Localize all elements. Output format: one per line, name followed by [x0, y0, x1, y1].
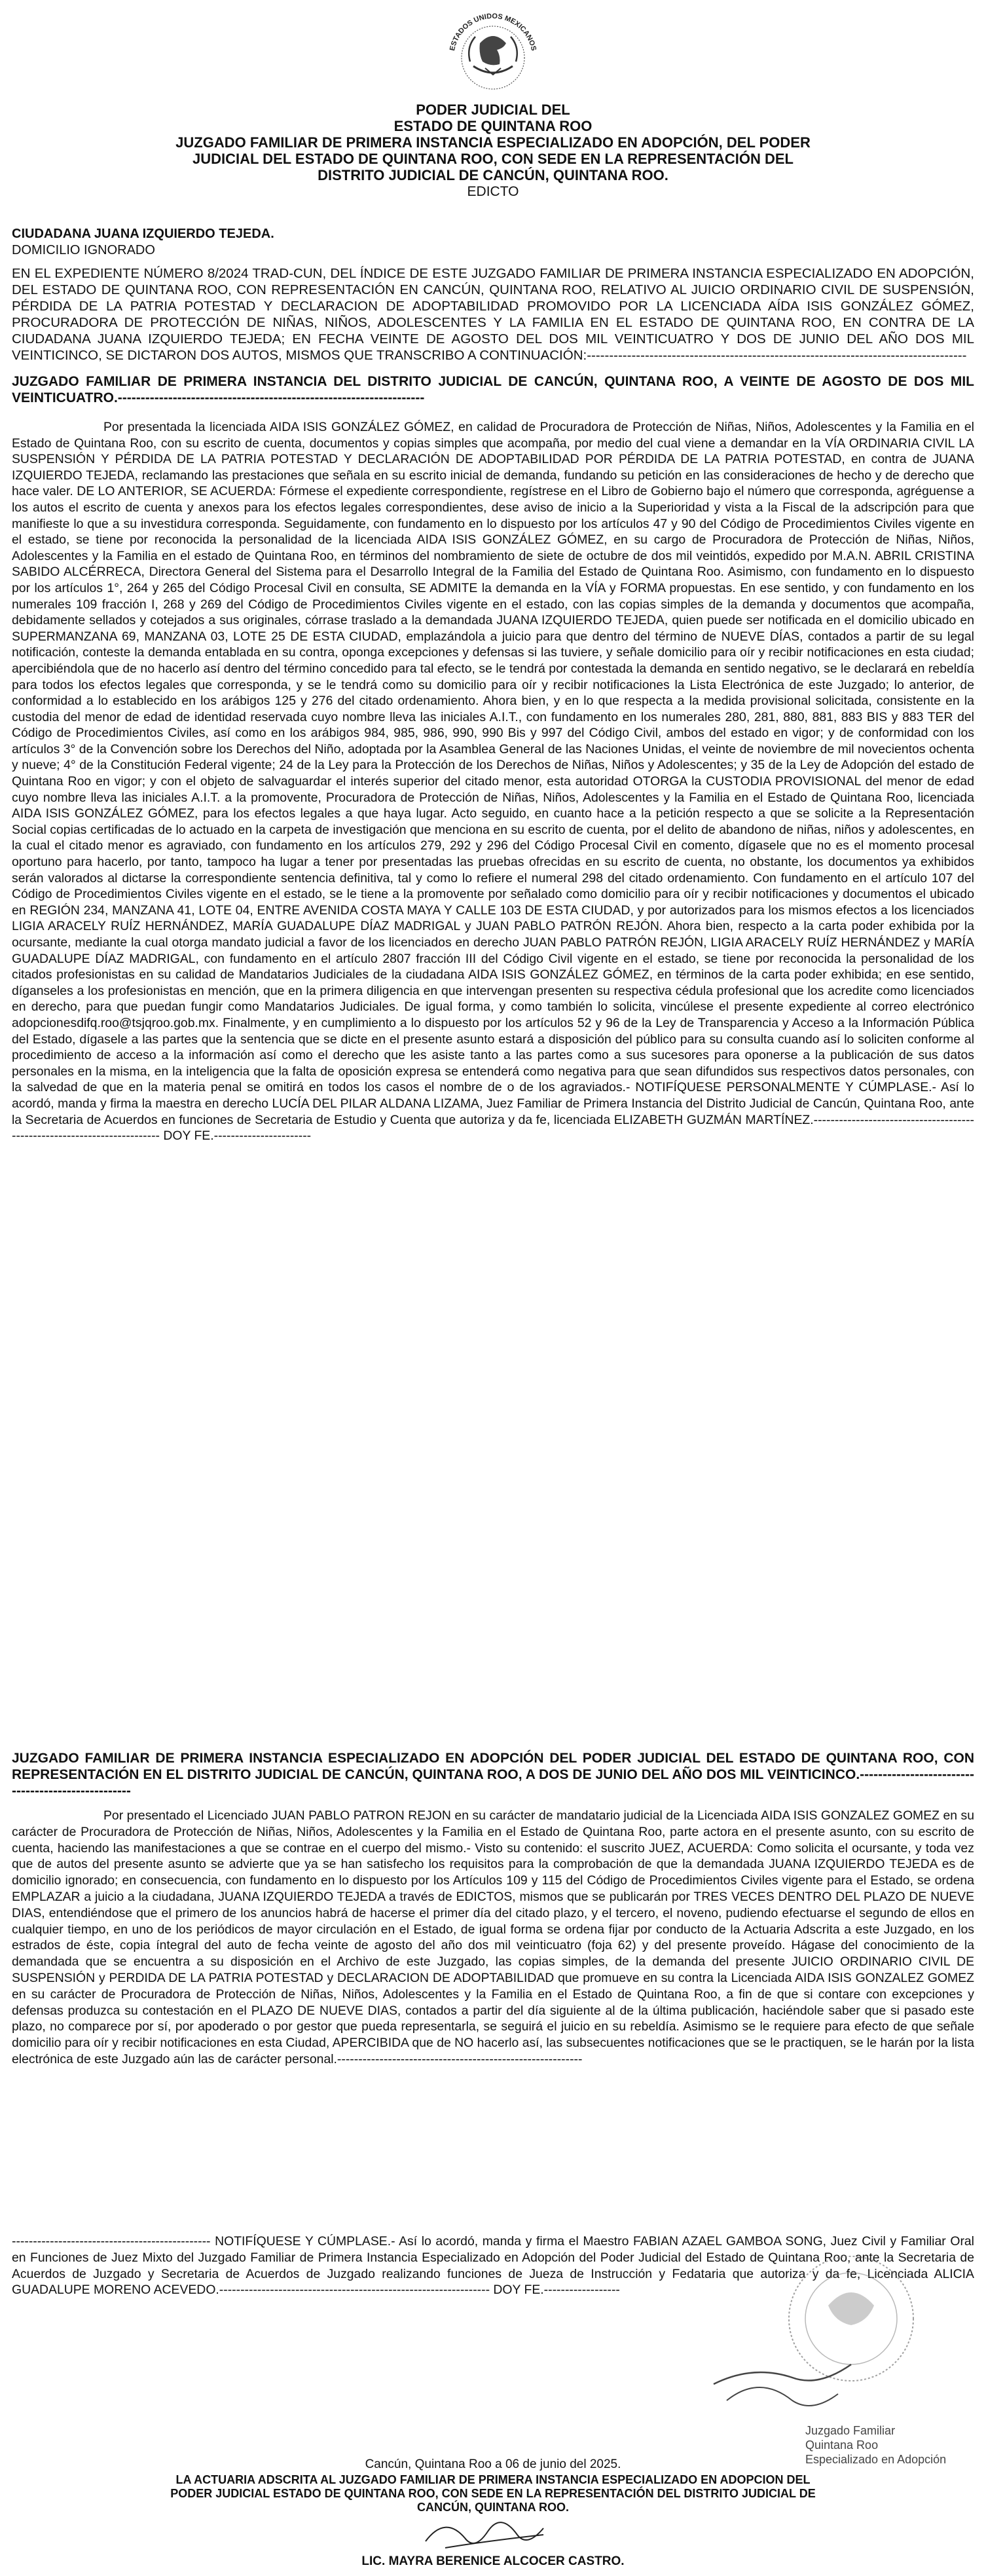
stamp-line-1: Juzgado Familiar [805, 2424, 896, 2437]
stamp-line-2: Quintana Roo [805, 2438, 879, 2452]
place-date: Cancún, Quintana Roo a 06 de junio del 2025. [365, 2457, 621, 2471]
auto2-body: Por presentado el Licenciado JUAN PABLO PATRON REJON en su carácter de mandatario judicial de la Licenciada AIDA ISIS GONZALEZ GOMEZ en su carácter de Procuradora de Protección de Niñas, Niños, Adolescentes y la Familia en el Estado de Quintana Roo, parte actora en el presente asunto, con su escrito de cuenta, haciendo las manifestaciones a que se contrae en el cuerpo del mismo.- Visto su contenido: el suscrito JUEZ, ACUERDA: Como solicita el ocursante, y toda vez que de autos del presente asunto se advierte que ya se han satisfecho los requisitos para la comprobación de que la demandada JUANA IZQUIERDO TEJEDA es de domicilio ignorado; en consecuencia, con fundamento en lo dispuesto por los Artículos 109 y 115 del Código de Procedimientos Civiles vigente para el Estado, se ordena EMPLAZAR a juicio a la ciudadana, JUANA IZQUIERDO TEJEDA a través de EDICTOS, mismos que se publicarán por TRES VECES DENTRO DEL PLAZO DE NUEVE DIAS, entendiéndose que el primero de los anuncios habrá de hacerse el primer día del citado plazo, y el tercero, el noveno, pudiendo efectuarse el segundo de ellos en cualquier tiempo, en uno de los periódicos de mayor circulación en el Estado, de igual forma se ordena fijar por conducto de la Actuaria Adscrita a este Juzgado, en los estrados de éste, copia íntegral del auto de fecha veinte de agosto del año dos mil veinticuatro (foja 62) y del presente proveído. Hágase del conocimiento de la demandada que se encuentra a su disposición en el Archivo de este Juzgado, las copias simples, de la demanda del presente JUICIO ORDINARIO CIVIL DE SUSPENSIÓN y PERDIDA DE LA PATRIA POTESTAD y DECLARACION DE ADOPTABILIDAD que promueve en su contra la Licenciada AIDA ISIS GONZALEZ GOMEZ en su carácter de Procuradora de Protección de Niñas, Niños, Adolescentes y la Familia en el Estado de Quintana Roo, a fin de que si contare con excepciones y defensas produzca su contestación en el PLAZO DE NUEVE DIAS, contados a partir del día siguiente al de la última publicación, haciéndole saber que si pasado este plazo, no comparece por sí, por apoderado o por gestor que pueda representarla, se seguirá el juicio en su rebeldía. Asimismo se le requiere para efecto de que señale domicilio para oír y recibir notificaciones en esta Ciudad, APERCIBIDA que de NO hacerlo así, las subsecuentes notificaciones que se le practiquen, se le harán por la lista electrónica de este Juzgado aún las de carácter personal.---------------------------------------------------------- [12, 1808, 974, 2066]
intro-paragraph: EN EL EXPEDIENTE NÚMERO 8/2024 TRAD-CUN, DEL ÍNDICE DE ESTE JUZGADO FAMILIAR DE PRIMERA INSTANCIA ESPECIALIZADO EN ADOPCIÓN, DEL ESTADO DE QUINTANA ROO, CON REPRESENTACIÓN EN CANCÚN, QUINTANA ROO, RELATIVO AL JUICIO ORDINARIO CIVIL DE SUSPENSIÓN, PÉRDIDA DE LA PATRIA POTESTAD Y DECLARACION DE ADOPTABILIDAD PROMOVIDO POR LA LICENCIADA AÍDA ISIS GONZÁLEZ GÓMEZ, PROCURADORA DE PROTECCIÓN DE NIÑAS, NIÑOS, ADOLESCENTES Y LA FAMILIA EN EL ESTADO DE QUINTANA ROO, EN CONTRA DE LA CIUDADANA JUANA IZQUIERDO TEJEDA; EN FECHA VEINTE DE AGOSTO DEL DOS MIL VEINTICUATRO Y DOS DE JUNIO DEL AÑO DOS MIL VEINTICINCO, SE DICTARON DOS AUTOS, MISMOS QUE TRANSCRIBO A CONTINUACIÓN:------------------------------------------------------------------------------------- [12, 266, 974, 363]
addressee-name: CIUDADANA JUANA IZQUIERDO TEJEDA. [12, 227, 274, 241]
addressee-domicile: DOMICILIO IGNORADO [12, 243, 155, 257]
header-line-5: DISTRITO JUDICIAL DE CANCÚN, QUINTANA ROO. [318, 167, 668, 183]
auto1-heading: JUZGADO FAMILIAR DE PRIMERA INSTANCIA DEL DISTRITO JUDICIAL DE CANCÚN, QUINTANA ROO, A VEINTE DE AGOSTO DE DOS MIL VEINTICUATRO.------------------------------------------------------------------- [12, 374, 974, 405]
signature-icon [419, 2512, 576, 2558]
header-line-2: ESTADO DE QUINTANA ROO [393, 118, 593, 134]
footer-line-2: PODER JUDICIAL ESTADO DE QUINTANA ROO, CON SEDE EN LA REPRESENTACIÓN DEL DISTRITO JUDICIAL DE [170, 2487, 816, 2500]
header-line-1: PODER JUDICIAL DEL [416, 102, 570, 118]
footer-line-3: CANCÚN, QUINTANA ROO. [417, 2501, 569, 2514]
footer-line-1: LA ACTUARIA ADSCRITA AL JUZGADO FAMILIAR DE PRIMERA INSTANCIA ESPECIALIZADO EN ADOPCION DEL [175, 2473, 811, 2486]
footer-block [13, 2473, 973, 2514]
auto2-closing: ----------------------------------------------- NOTIFÍQUESE Y CÚMPLASE.- Así lo acordó, manda y firma el Maestro FABIAN AZAEL GAMBOA SONG, Juez Civil y Familiar Oral en Funciones de Juez Mixto del Juzgado Familiar de Primera Instancia Especializado en Adopción del Poder Judicial del Estado de Quintana Roo, ante la Secretaria de Acuerdos de Juzgado y Secretaria de Acuerdos de Juzgado realizando funciones de Jueza de Instrucción y Fedataria que autoriza y da fe, Licenciada ALICIA GUADALUPE MORENO ACEVEDO.---------------------------------------------------------------- DOY FE.------------------ [12, 2234, 974, 2298]
signer-name: LIC. MAYRA BERENICE ALCOCER CASTRO. [361, 2554, 625, 2568]
seal-caption: ESTADOS UNIDOS MEXICANOS [448, 12, 538, 52]
header-block [13, 102, 973, 200]
auto2-heading: JUZGADO FAMILIAR DE PRIMERA INSTANCIA ESPECIALIZADO EN ADOPCIÓN DEL PODER JUDICIAL DEL ESTADO DE QUINTANA ROO, CON REPRESENTACIÓN EN EL DISTRITO JUDICIAL DE CANCÚN, QUINTANA ROO, A DOS DE JUNIO DEL AÑO DOS MIL VEINTICINCO.--------------------------------------------------- [12, 1751, 974, 1799]
national-seal-icon [434, 4, 552, 101]
court-stamp-icon [687, 2247, 976, 2436]
stamp-line-3: Especializado en Adopción [805, 2453, 947, 2466]
header-line-4: JUDICIAL DEL ESTADO DE QUINTANA ROO, CON SEDE EN LA REPRESENTACIÓN DEL [192, 151, 794, 167]
edicto-title: EDICTO [467, 184, 519, 199]
header-line-3: JUZGADO FAMILIAR DE PRIMERA INSTANCIA ESPECIALIZADO EN ADOPCIÓN, DEL PODER [175, 134, 811, 151]
auto1-body: Por presentada la licenciada AIDA ISIS GONZÁLEZ GÓMEZ, en calidad de Procuradora de Protección de Niñas, Niños, Adolescentes y la Familia en el Estado de Quintana Roo, con su escrito de cuenta, documentos y copias simples que acompaña, por medio del cual viene a demandar en la VÍA ORDINARIA CIVIL LA SUSPENSIÓN Y PÉRDIDA DE LA PATRIA POTESTAD Y DECLARACIÓN DE ADOPTABILIDAD POR PÉRDIDA DE LA PATRIA POTESTAD, en contra de JUANA IZQUIERDO TEJEDA, reclamando las prestaciones que señala en su escrito inicial de demanda, fundando su petición en las consideraciones de hecho y de derecho que hace valer. DE LO ANTERIOR, SE ACUERDA: Fórmese el expediente correspondiente, regístrese en el Libro de Gobierno bajo el número que corresponda, agréguense a los autos el escrito de cuenta y anexos para los efectos legales correspondientes, dese aviso de inicio a la Superioridad y vista a la Fiscal de la adscripción para que manifieste lo que a su investidura corresponda. Seguidamente, con fundamento en lo dispuesto por los artículos 47 y 90 del Código de Procedimientos Civiles vigente en el estado, se tiene por reconocida la personalidad de la licenciada AIDA ISIS GONZÁLEZ GÓMEZ, en su cargo de Procuradora de Protección de Niñas, Niños, Adolescentes y la Familia en el estado de Quintana Roo, en términos del nombramiento de siete de octubre de dos mil veintidós, expedido por M.A.N. ABRIL CRISTINA SABIDO ALCÉRRECA, Directora General del Sistema para el Desarrollo Integral de la Familia del Estado de Quintana Roo. Asimismo, con fundamento en lo dispuesto por los artículos 1°, 264 y 265 del Código Procesal Civil en consulta, SE ADMITE la demanda en la VÍA y FORMA propuestas. En ese sentido, y con fundamento en los numerales 109 fracción I, 268 y 269 del Código de Procedimientos Civiles vigente en el estado, con las copias simples de la demanda y documentos que acompaña, debidamente sellados y cotejados a sus originales, córrase traslado a la demandada JUANA IZQUIERDO TEJEDA, quien puede ser notificada en el domicilio ubicado en SUPERMANZANA 69, MANZANA 03, LOTE 25 DE ESTA CIUDAD, emplazándola a juicio para que dentro del término de NUEVE DÍAS, contados a partir de su legal notificación, conteste la demanda entablada en su contra, oponga excepciones y defensas si las tuviere, y señale domicilio para oír y recibir notificaciones en esta ciudad; apercibiéndola que de no hacerlo así dentro del término concedido para tal efecto, se le tendrá por contestada la demanda en sentido negativo, se le declarará en rebeldía para todos los efectos legales que corresponda, y se le tendrá como su domicilio para oír y recibir notificaciones la Lista Electrónica de este Juzgado; lo anterior, de conformidad a lo establecido en los arábigos 125 y 276 del citado ordenamiento. Ahora bien, y en lo que respecta a la medida provisional solicitada, consistente en la custodia del menor de edad de identidad reservada cuyo nombre lleva las iniciales A.I.T., con fundamento en los numerales 280, 281, 880, 881, 883 BIS y 883 TER del Código de Procedimientos Civiles, así como en los arábigos 984, 985, 986, 990, 990 Bis y 997 del Código Civil, ambos del estado en vigor; y de conformidad con los artículos 3° de la Convención sobre los Derechos del Niño, adoptada por la Asamblea General de las Naciones Unidas, el veinte de noviembre de mil novecientos ochenta y nueve; 4° de la Constitución Federal vigente; 24 de la Ley para la Protección de los Derechos de Niñas, Niños y Adolescentes; y 35 de la Ley de Adopción del estado de Quintana Roo en vigor; y con el objeto de salvaguardar el interés superior del citado menor, esta autoridad OTORGA la CUSTODIA PROVISIONAL del menor de edad cuyo nombre lleva las iniciales A.I.T. a la promovente, Procuradora de Protección de Niñas, Niños, Adolescentes y la Familia en el Estado de Quintana Roo, licenciada AIDA ISIS GONZÁLEZ GÓMEZ, para los efectos legales a que haya lugar. Acto seguido, en cuanto hace a la petición respecto a que se solicite a la Representación Social copias certificadas de lo actuado en la carpeta de investigación que menciona en su escrito de cuenta, por el delito de abandono de niñas, niños y adolescentes, en la cual el citado menor es agraviado, con fundamento en los artículos 279, 292 y 296 del Código Procesal Civil en comento, dígasele que no es el momento procesal oportuno para hacerlo, por tanto, tampoco ha lugar a tener por presentadas las pruebas ofrecidas en su escrito de cuenta, no obstante, los documentos ya exhibidos serán valorados al dictarse la correspondiente sentencia definitiva, tal y como lo refiere el numeral 298 del citado ordenamiento. Con fundamento en el artículo 107 del Código de Procedimientos Civiles vigente en el estado, se le tiene a la promovente por señalado como domicilio para oír y recibir notificaciones y documentos el ubicado en REGIÓN 234, MANZANA 41, LOTE 04, ENTRE AVENIDA COSTA MAYA Y CALLE 103 DE ESTA CIUDAD, y por autorizados para los mismos efectos a los licenciados LIGIA ARACELY RUÍZ HERNÁNDEZ, MARÍA GUADALUPE DÍAZ MADRIGAL y JUAN PABLO PATRÓN REJÓN. Ahora bien, respecto a la carta poder exhibida por la ocursante, mediante la cual otorga mandato judicial a favor de los licenciados en derecho JUAN PABLO PATRÓN REJÓN, LIGIA ARACELY RUÍZ HERNÁNDEZ y MARÍA GUADALUPE DÍAZ MADRIGAL, con fundamento en el artículo 2807 fracción III del Código Civil vigente en el estado, se tiene por reconocida la personalidad de los citados profesionistas en su calidad de Mandatarios Judiciales de la ciudadana AIDA ISIS GONZÁLEZ GÓMEZ, en términos de la carta poder exhibida; en ese sentido, díganseles a los profesionistas en mención, que en la primera diligencia en que intervengan presenten su respectiva cédula profesional que los acredite como licenciados en derecho, para que puedan fungir como Mandatarios Judiciales. De igual forma, y como también lo solicita, vincúlese el presente expediente al correo electrónico adopcionesdifq.roo@tsjqroo.gob.mx. Finalmente, y en cumplimiento a lo dispuesto por los artículos 52 y 96 de la Ley de Transparencia y Acceso a la Información Pública del Estado, dígasele a las partes que la sentencia que se dicte en el presente asunto estará a disposición del público para su consulta cuando así lo soliciten conforme al procedimiento de acceso a la información así como el derecho que les asiste tanto a las partes como a sus sucesores para oponerse a la publicación de sus datos personales en la misma, en la inteligencia que la falta de oposición expresa se entenderá como negativa para que sean difundidos sus respectivos datos personales, con la salvedad de que en la materia penal se omitirá en todos los casos el nombre de o de los agraviados.- NOTIFÍQUESE PERSONALMENTE Y CÚMPLASE.- Así lo acordó, manda y firma la maestra en derecho LUCÍA DEL PILAR ALDANA LIZAMA, Juez Familiar de Primera Instancia del Distrito Judicial de Cancún, Quintana Roo, ante la Secretaria de Acuerdos en funciones de Secretaria de Estudio y Cuenta que autoriza y da fe, licenciada ELIZABETH GUZMÁN MARTÍNEZ.------------------------------------------------------------------------- DOY FE.----------------------- [12, 420, 974, 1144]
